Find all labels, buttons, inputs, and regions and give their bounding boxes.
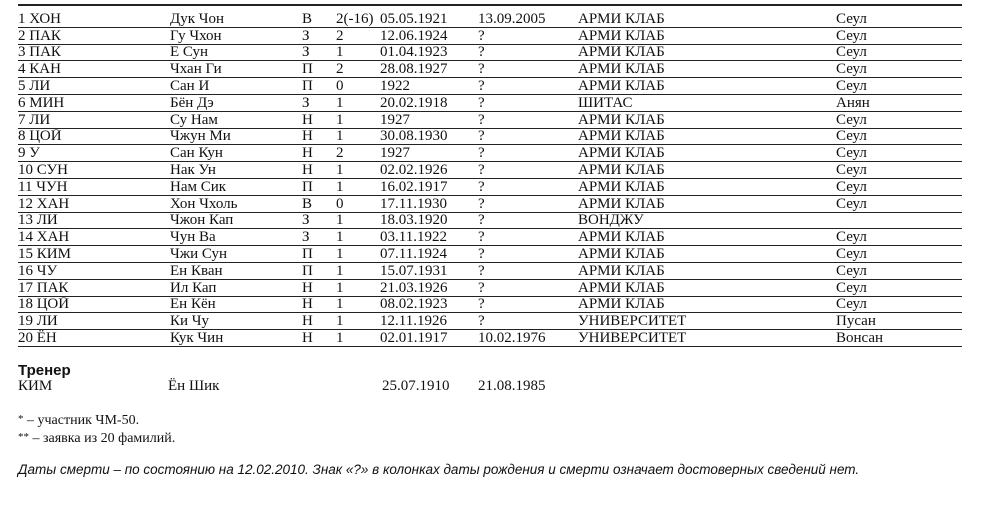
player-name-cell [18, 279, 168, 296]
player-number: 20 [18, 329, 33, 346]
player-position: Н [296, 145, 328, 162]
player-name-cell [18, 330, 168, 347]
player-city: Сеул [834, 128, 962, 145]
player-last-name: ЧУН [36, 178, 68, 195]
player-club: АРМИ КЛАБ [576, 262, 834, 279]
player-first-name: Чжи Сун [168, 246, 296, 263]
player-city [834, 212, 962, 229]
player-last-name: ПАК [29, 44, 61, 61]
player-name-cell [18, 11, 168, 27]
player-club: АРМИ КЛАБ [576, 78, 834, 95]
player-city: Сеул [834, 178, 962, 195]
player-death-date: ? [476, 78, 576, 95]
player-games: 2 [328, 61, 378, 78]
player-city: Сеул [834, 61, 962, 78]
player-birth-date: 01.04.1923 [378, 44, 476, 61]
player-number: 7 [18, 111, 26, 128]
player-death-date: ? [476, 195, 576, 212]
player-games: 1 [328, 296, 378, 313]
player-first-name: Чхан Ги [168, 61, 296, 78]
player-row [18, 330, 962, 347]
player-table [18, 11, 962, 347]
player-games: 1 [328, 128, 378, 145]
player-last-name: ЧУ [36, 262, 58, 279]
player-number: 6 [18, 94, 26, 111]
player-games: 1 [328, 313, 378, 330]
player-last-name: ЁН [36, 329, 57, 346]
player-row [18, 27, 962, 44]
player-games: 1 [328, 111, 378, 128]
player-first-name: Чжун Ми [168, 128, 296, 145]
player-last-name: ХАН [36, 229, 70, 246]
player-club: АРМИ КЛАБ [576, 145, 834, 162]
player-first-name: Бён Дэ [168, 94, 296, 111]
player-birth-date: 02.02.1926 [378, 162, 476, 179]
player-city: Сеул [834, 145, 962, 162]
player-games: 1 [328, 178, 378, 195]
player-name-cell [18, 111, 168, 128]
player-name-cell [18, 262, 168, 279]
player-club: АРМИ КЛАБ [576, 61, 834, 78]
player-row [18, 296, 962, 313]
player-last-name: ХАН [36, 195, 70, 212]
player-position: П [296, 246, 328, 263]
player-games: 1 [328, 212, 378, 229]
player-club: ШИТАС [576, 94, 834, 111]
coach-first-name: Ён Шик [168, 378, 220, 394]
player-last-name: МИН [29, 94, 65, 111]
player-city: Сеул [834, 162, 962, 179]
player-games: 1 [328, 279, 378, 296]
player-birth-date: 15.07.1931 [378, 262, 476, 279]
player-club: АРМИ КЛАБ [576, 195, 834, 212]
player-position: Н [296, 279, 328, 296]
player-city: Вонсан [834, 330, 962, 347]
footnote-squad [18, 431, 175, 447]
footnote-world-cup [18, 413, 139, 429]
player-first-name: Сан Кун [168, 145, 296, 162]
player-row [18, 246, 962, 263]
player-city: Сеул [834, 111, 962, 128]
player-row [18, 262, 962, 279]
player-first-name: Нам Сик [168, 178, 296, 195]
player-birth-date: 1927 [378, 111, 476, 128]
coach-heading: Тренер [18, 362, 71, 379]
player-birth-date: 28.08.1927 [378, 61, 476, 78]
player-city: Сеул [834, 279, 962, 296]
player-death-date: ? [476, 44, 576, 61]
player-first-name: Су Нам [168, 111, 296, 128]
player-death-date: ? [476, 313, 576, 330]
player-row [18, 128, 962, 145]
player-row [18, 111, 962, 128]
player-first-name: Е Сун [168, 44, 296, 61]
player-position: З [296, 94, 328, 111]
player-name-cell [18, 195, 168, 212]
player-club: АРМИ КЛАБ [576, 11, 834, 27]
player-number: 11 [18, 178, 33, 195]
player-birth-date: 12.11.1926 [378, 313, 476, 330]
player-position: В [296, 195, 328, 212]
player-number: 2 [18, 27, 26, 44]
player-number: 18 [18, 296, 33, 313]
player-birth-date: 30.08.1930 [378, 128, 476, 145]
player-position: Н [296, 313, 328, 330]
player-death-date: ? [476, 145, 576, 162]
player-first-name: Гу Чхон [168, 27, 296, 44]
player-name-cell [18, 229, 168, 246]
player-birth-date: 20.02.1918 [378, 94, 476, 111]
player-row [18, 61, 962, 78]
player-row [18, 94, 962, 111]
player-last-name: У [29, 145, 40, 162]
player-games: 0 [328, 78, 378, 95]
player-last-name: КИМ [36, 245, 71, 262]
player-city: Сеул [834, 27, 962, 44]
player-birth-date: 17.11.1930 [378, 195, 476, 212]
player-games: 1 [328, 330, 378, 347]
player-name-cell [18, 178, 168, 195]
player-birth-date: 03.11.1922 [378, 229, 476, 246]
player-death-date: ? [476, 111, 576, 128]
player-birth-date: 1927 [378, 145, 476, 162]
player-first-name: Чжон Кап [168, 212, 296, 229]
player-name-cell [18, 145, 168, 162]
player-last-name: ПАК [36, 279, 69, 296]
player-position: Н [296, 296, 328, 313]
player-birth-date: 08.02.1923 [378, 296, 476, 313]
player-first-name: Хон Чхоль [168, 195, 296, 212]
coach-birth-date: 25.07.1910 [382, 378, 450, 394]
player-name-cell [18, 78, 168, 95]
player-death-date: 13.09.2005 [476, 11, 576, 27]
player-row [18, 313, 962, 330]
player-club: АРМИ КЛАБ [576, 229, 834, 246]
player-city: Анян [834, 94, 962, 111]
player-club: АРМИ КЛАБ [576, 246, 834, 263]
player-city: Сеул [834, 229, 962, 246]
player-name-cell [18, 44, 168, 61]
player-games: 1 [328, 229, 378, 246]
player-games: 2(-16) [328, 11, 378, 27]
player-position: Н [296, 111, 328, 128]
footnote-mark-1: * [18, 413, 24, 425]
player-number: 17 [18, 279, 33, 296]
player-club: УНИВЕРСИТЕТ [576, 313, 834, 330]
player-games: 1 [328, 162, 378, 179]
player-games: 2 [328, 27, 378, 44]
footnote-mark-2: ** [18, 431, 29, 443]
player-last-name: ПАК [29, 27, 61, 44]
player-club: АРМИ КЛАБ [576, 44, 834, 61]
player-name-cell [18, 162, 168, 179]
player-death-date: ? [476, 128, 576, 145]
player-position: З [296, 229, 328, 246]
player-position: З [296, 212, 328, 229]
player-position: В [296, 11, 328, 27]
player-position: П [296, 78, 328, 95]
player-first-name: Сан И [168, 78, 296, 95]
player-birth-date: 07.11.1924 [378, 246, 476, 263]
player-position: З [296, 44, 328, 61]
player-last-name: ЛИ [36, 212, 58, 229]
player-first-name: Кук Чин [168, 330, 296, 347]
player-city: Сеул [834, 11, 962, 27]
dates-note: Даты смерти – по состоянию на 12.02.2010. Знак «?» в колонках даты рождения и смерти означает достоверных сведений нет. [18, 462, 860, 477]
player-position: Н [296, 128, 328, 145]
player-death-date: ? [476, 178, 576, 195]
player-games: 0 [328, 195, 378, 212]
player-name-cell [18, 296, 168, 313]
player-number: 9 [18, 145, 26, 162]
player-number: 16 [18, 262, 33, 279]
player-row [18, 44, 962, 61]
player-position: З [296, 27, 328, 44]
player-last-name: ЛИ [36, 313, 58, 330]
player-last-name: ЦОЙ [36, 296, 70, 313]
player-name-cell [18, 246, 168, 263]
player-number: 3 [18, 44, 26, 61]
player-city: Пусан [834, 313, 962, 330]
player-row [18, 279, 962, 296]
player-club: АРМИ КЛАБ [576, 128, 834, 145]
player-death-date: ? [476, 94, 576, 111]
player-number: 14 [18, 229, 33, 246]
player-name-cell [18, 313, 168, 330]
player-number: 12 [18, 195, 33, 212]
player-position: П [296, 178, 328, 195]
player-name-cell [18, 61, 168, 78]
player-club: АРМИ КЛАБ [576, 27, 834, 44]
player-death-date: ? [476, 162, 576, 179]
player-death-date: ? [476, 246, 576, 263]
player-first-name: Ен Кён [168, 296, 296, 313]
player-birth-date: 1922 [378, 78, 476, 95]
player-number: 5 [18, 77, 26, 94]
player-name-cell [18, 27, 168, 44]
player-birth-date: 21.03.1926 [378, 279, 476, 296]
player-number: 4 [18, 61, 26, 78]
player-birth-date: 12.06.1924 [378, 27, 476, 44]
player-city: Сеул [834, 262, 962, 279]
player-number: 8 [18, 128, 26, 145]
player-last-name: ЛИ [29, 111, 51, 128]
footnote-text-2: – заявка из 20 фамилий. [29, 431, 176, 446]
player-number: 13 [18, 212, 33, 229]
player-club: АРМИ КЛАБ [576, 162, 834, 179]
player-club: АРМИ КЛАБ [576, 279, 834, 296]
player-number: 10 [18, 161, 33, 178]
player-death-date: ? [476, 229, 576, 246]
player-city: Сеул [834, 296, 962, 313]
player-club: АРМИ КЛАБ [576, 111, 834, 128]
player-birth-date: 02.01.1917 [378, 330, 476, 347]
player-number: 19 [18, 313, 33, 330]
player-birth-date: 18.03.1920 [378, 212, 476, 229]
player-position: П [296, 262, 328, 279]
player-first-name: Ил Кап [168, 279, 296, 296]
player-position: П [296, 61, 328, 78]
player-last-name: ЦОЙ [29, 128, 62, 145]
player-last-name: ЛИ [29, 77, 51, 94]
player-games: 1 [328, 44, 378, 61]
player-last-name: ХОН [29, 11, 61, 27]
player-death-date: ? [476, 212, 576, 229]
player-games: 1 [328, 94, 378, 111]
coach-death-date: 21.08.1985 [478, 378, 546, 394]
player-club: ВОНДЖУ [576, 212, 834, 229]
player-name-cell [18, 94, 168, 111]
player-first-name: Чун Ва [168, 229, 296, 246]
player-death-date: ? [476, 279, 576, 296]
player-first-name: Ки Чу [168, 313, 296, 330]
player-row [18, 78, 962, 95]
player-row [18, 212, 962, 229]
player-last-name: КАН [29, 61, 61, 78]
player-row [18, 162, 962, 179]
player-games: 2 [328, 145, 378, 162]
player-row [18, 11, 962, 27]
player-row [18, 145, 962, 162]
footnote-text-1: – участник ЧМ-50. [23, 413, 140, 428]
player-city: Сеул [834, 44, 962, 61]
player-number: 15 [18, 245, 33, 262]
player-club: УНИВЕРСИТЕТ [576, 330, 834, 347]
player-row [18, 195, 962, 212]
player-birth-date: 16.02.1917 [378, 178, 476, 195]
player-city: Сеул [834, 246, 962, 263]
player-games: 1 [328, 246, 378, 263]
player-club: АРМИ КЛАБ [576, 178, 834, 195]
player-first-name: Ен Кван [168, 262, 296, 279]
player-name-cell [18, 212, 168, 229]
player-death-date: 10.02.1976 [476, 330, 576, 347]
player-table-body [18, 11, 962, 346]
top-rule [18, 4, 962, 6]
player-name-cell [18, 128, 168, 145]
player-death-date: ? [476, 61, 576, 78]
player-birth-date: 05.05.1921 [378, 11, 476, 27]
player-games: 1 [328, 262, 378, 279]
player-position: Н [296, 162, 328, 179]
coach-last-name: КИМ [18, 378, 53, 394]
player-number: 1 [18, 11, 26, 27]
player-row [18, 178, 962, 195]
player-last-name: СУН [36, 161, 69, 178]
player-death-date: ? [476, 27, 576, 44]
player-position: Н [296, 330, 328, 347]
player-death-date: ? [476, 262, 576, 279]
player-first-name: Нак Ун [168, 162, 296, 179]
player-city: Сеул [834, 78, 962, 95]
player-city: Сеул [834, 195, 962, 212]
player-first-name: Дук Чон [168, 11, 296, 27]
player-death-date: ? [476, 296, 576, 313]
player-club: АРМИ КЛАБ [576, 296, 834, 313]
player-row [18, 229, 962, 246]
